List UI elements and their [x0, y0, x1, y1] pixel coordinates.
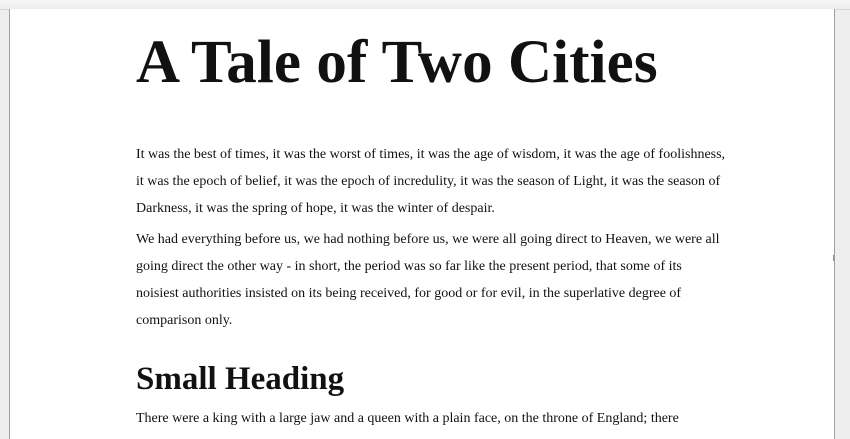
- document-title: A Tale of Two Cities: [136, 29, 658, 96]
- window-edge-mark: [833, 255, 834, 261]
- document-page[interactable]: [9, 9, 835, 439]
- paragraph-2: We had everything before us, we had nothing before us, we were all going direct to Heaven, we were all going direct the other way - in short, the period was so far like the present period, that some of its noisiest authorities insisted on its being received, for good or for evil, in the superlative degree of comparison only.: [136, 232, 720, 328]
- paragraph-1: It was the best of times, it was the worst of times, it was the age of wisdom, it was the age of foolishness, it was the epoch of belief, it was the epoch of incredulity, it was the season of Light, it was the season of Darkness, it was the spring of hope, it was the winter of despair.: [136, 147, 726, 216]
- section-paragraph: There were a king with a large jaw and a queen with a plain face, on the throne of England; there: [136, 411, 679, 426]
- section-heading: Small Heading: [136, 361, 345, 397]
